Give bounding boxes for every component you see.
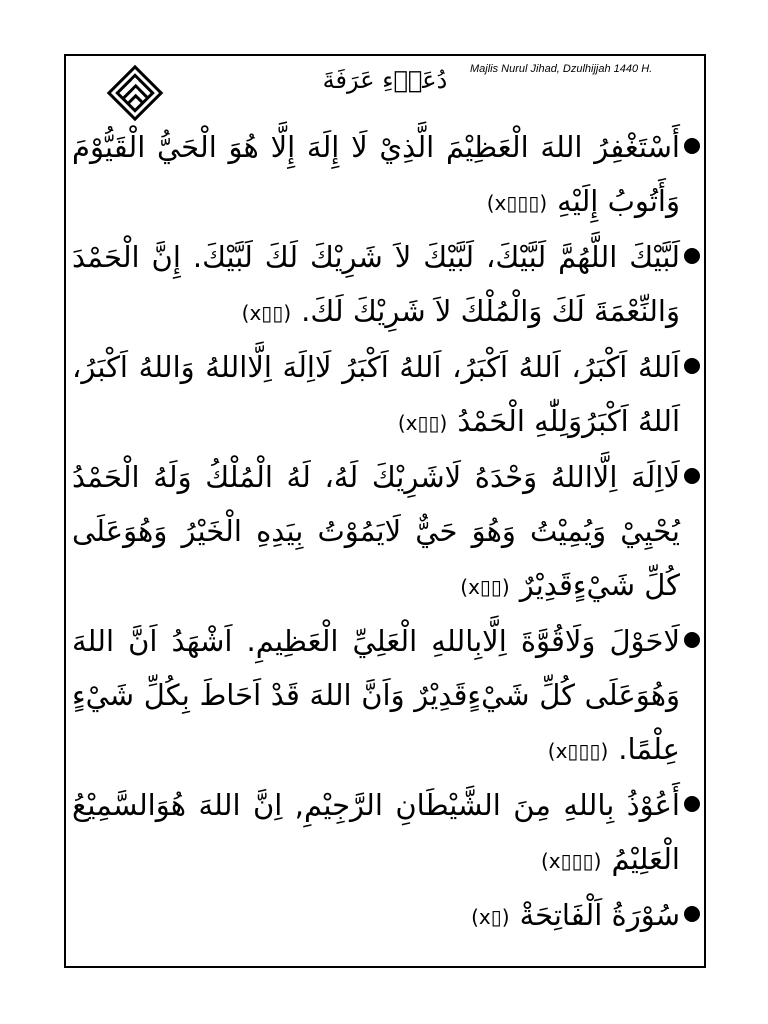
repeat-count: (x▯▯) [397,411,448,435]
repeat-count: (x▯) [471,905,510,929]
prayer-text [72,614,680,778]
publisher-note: Majlis Nurul Jihad, Dzulhijjah 1440 H. [470,63,653,75]
bullet-icon [684,468,700,484]
list-item [72,614,700,778]
bullet-icon [684,632,700,648]
list-item [72,450,700,614]
prayer-line: لَبَّيْكَ اللَّهُمَّ لَبَّيْكَ، لَبَّيْكَ لاَ شَرِيْكَ لَكَ لَبَّيْكَ. إِنَّ الْحَمْدَ وَالنِّعْمَةَ لَكَ وَالْمُلْكَ لاَ شَرِيْكَ لَكَ. [72,240,680,328]
prayer-line: أَسْتَغْفِرُ اللهَ الْعَظِيْمَ الَّذِيْ لَا إِلَهَ إِلَّا هُوَ الْحَيُّ الْقَيُّوْمَ وَأَتُوبُ إِلَيْهِ [72,130,680,218]
prayer-text [72,120,680,230]
prayer-line: لَاحَوْلَ وَلَاقُوَّةَ اِلَّابِاللهِ الْعَلِيِّ الْعَظِيمِ. اَشْهَدُ اَنَّ اللهَ وَهُوَعَلَى كُلِّ شَيْءٍقَدِيْرٌ وَاَنَّ اللهَ قَدْ اَحَاطَ بِكُلِّ شَيْءٍ عِلْمًا. [72,624,680,766]
prayer-text [72,888,680,944]
repeat-count: (x▯▯) [460,575,510,599]
kufic-square-calligraphy-icon [104,62,166,124]
prayer-line: اَللهُ اَكْبَرُ، اَللهُ اَكْبَرُ، اَللهُ اَكْبَرُ لَااِلَهَ اِلَّااللهُ وَاللهُ اَكْبَرُ، اَللهُ اَكْبَرُوَلِلّٰهِ الْحَمْدُ [72,350,680,438]
prayer-line: أَعُوْذُ بِاللهِ مِنَ الشَّيْطَانِ الرَّجِيْمِ, اِنَّ اللهَ هُوَالسَّمِيْعُ الْعَلِيْمُ [72,788,680,876]
list-item [72,888,700,944]
prayer-text [72,778,680,888]
prayer-text [72,340,680,450]
repeat-count: (x▯▯▯) [486,191,548,215]
list-item [72,230,700,340]
prayer-text [72,230,680,340]
list-item [72,120,700,230]
bullet-icon [684,248,700,264]
repeat-count: (x▯▯) [241,301,292,325]
list-item [72,340,700,450]
bullet-icon [684,796,700,812]
bullet-icon [684,906,700,922]
prayer-line: سُوْرَةُ اَلْفَاتِحَةْ [519,898,680,932]
repeat-count: (x▯▯▯) [540,849,602,873]
repeat-count: (x▯▯▯) [547,739,609,763]
list-item [72,778,700,888]
page-title: دُعَاۤءِ عَرَفَةَ [322,66,448,94]
prayer-line: لَااِلَهَ اِلَّااللهُ وَحْدَهُ لَاشَرِيْكَ لَهُ، لَهُ الْمُلْكُ وَلَهُ الْحَمْدُ يُحْيِيْ وَيُمِيْتُ وَهُوَ حَيٌّ لَايَمُوْتُ بِيَدِهِ الْخَيْرُ وَهُوَعَلَى كُلِّ شَيْءٍقَدِيْرٌ [72,460,680,602]
bullet-icon [684,358,700,374]
bullet-icon [684,138,700,154]
prayer-list [72,120,700,944]
prayer-text [72,450,680,614]
